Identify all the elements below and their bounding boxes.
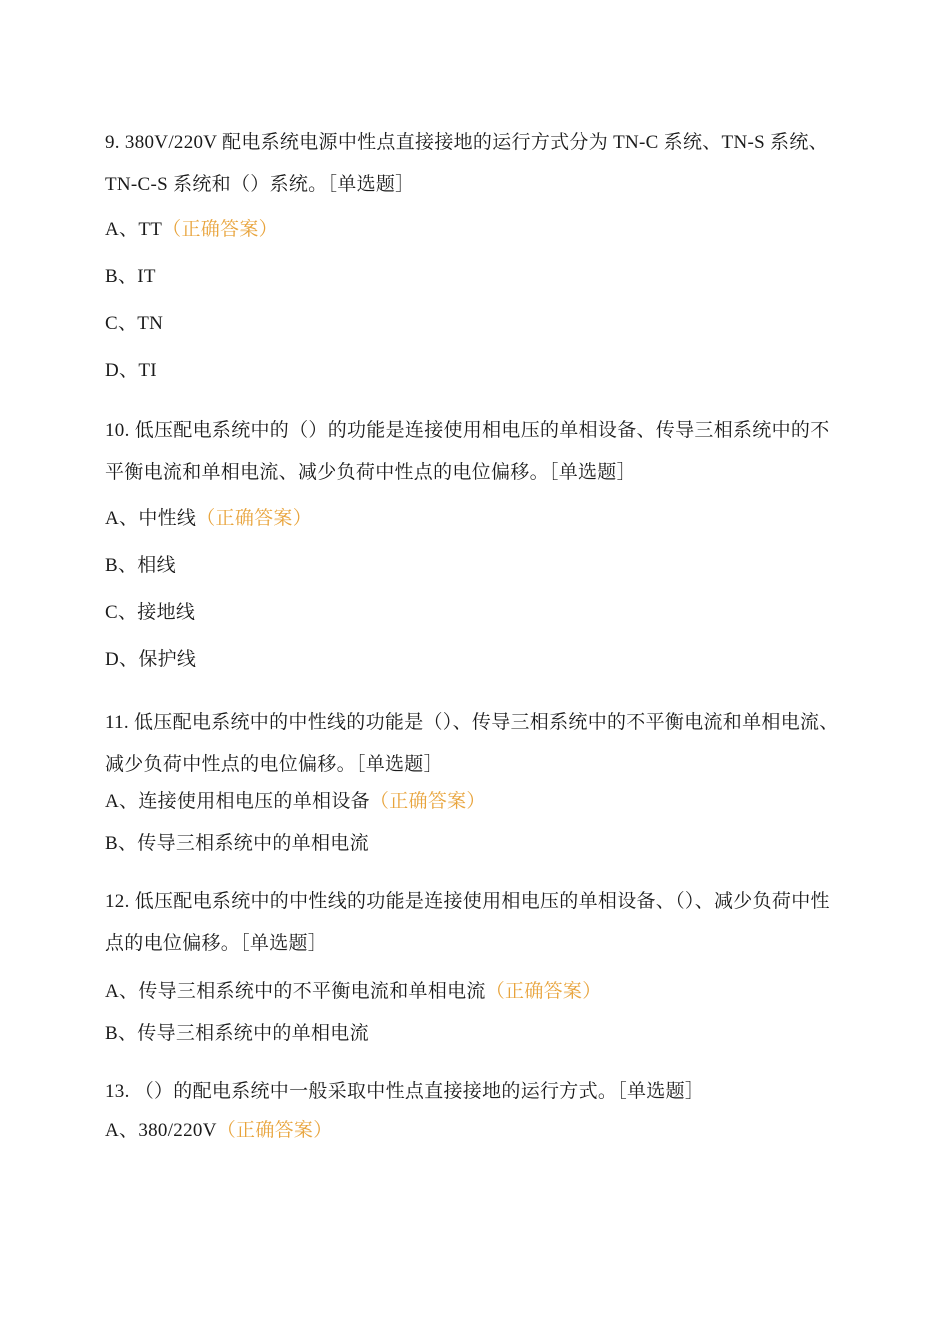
question-13 (105, 1071, 845, 1143)
option-c (105, 312, 845, 336)
option-label: B、相线 (105, 555, 176, 576)
option-label: B、IT (105, 266, 156, 287)
option-d (105, 648, 845, 672)
question-text: 10. 低压配电系统中的（）的功能是连接使用相电压的单相设备、传导三相系统中的不平衡电流和单相电流、减少负荷中性点的电位偏移。［单选题］ (105, 420, 830, 483)
option-label: A、TT (105, 219, 163, 240)
option-label: D、TI (105, 360, 157, 381)
option-label: A、中性线 (105, 508, 197, 529)
option-b (105, 554, 845, 578)
option-a (105, 790, 845, 814)
question-text: 11. 低压配电系统中的中性线的功能是（）、传导三相系统中的不平衡电流和单相电流、减少负荷中性点的电位偏移。［单选题］ (105, 712, 839, 775)
question-11 (105, 702, 845, 856)
option-label: A、传导三相系统中的不平衡电流和单相电流 (105, 981, 486, 1002)
question-9 (105, 122, 845, 383)
correct-answer-mark: （正确答案） (196, 508, 313, 529)
option-a (105, 218, 845, 242)
correct-answer-mark: （正确答案） (162, 219, 278, 240)
question-text: 12. 低压配电系统中的中性线的功能是连接使用相电压的单相设备、（）、减少负荷中性点的电位偏移。［单选题］ (105, 891, 830, 954)
option-b (105, 1022, 845, 1046)
question-text: 9. 380V/220V 配电系统电源中性点直接接地的运行方式分为 TN-C 系统、TN-S 系统、TN-C-S 系统和（）系统。［单选题］ (105, 132, 828, 195)
correct-answer-mark: （正确答案） (369, 791, 486, 812)
option-label: A、380/220V (105, 1120, 217, 1141)
question-text: 13. （）的配电系统中一般采取中性点直接接地的运行方式。［单选题］ (105, 1081, 705, 1102)
option-label: C、接地线 (105, 602, 196, 623)
option-a (105, 980, 845, 1004)
option-label: C、TN (105, 313, 164, 334)
option-label: B、传导三相系统中的单相电流 (105, 1023, 369, 1044)
option-d (105, 359, 845, 383)
correct-answer-mark: （正确答案） (485, 981, 602, 1002)
option-label: D、保护线 (105, 649, 197, 670)
correct-answer-mark: （正确答案） (216, 1120, 333, 1141)
option-c (105, 601, 845, 625)
option-b (105, 832, 845, 856)
option-label: A、连接使用相电压的单相设备 (105, 791, 370, 812)
quiz-page (105, 122, 845, 1143)
question-12 (105, 881, 845, 1046)
option-a (105, 1119, 845, 1143)
option-label: B、传导三相系统中的单相电流 (105, 833, 369, 854)
option-a (105, 507, 845, 531)
option-b (105, 265, 845, 289)
question-10 (105, 410, 845, 672)
